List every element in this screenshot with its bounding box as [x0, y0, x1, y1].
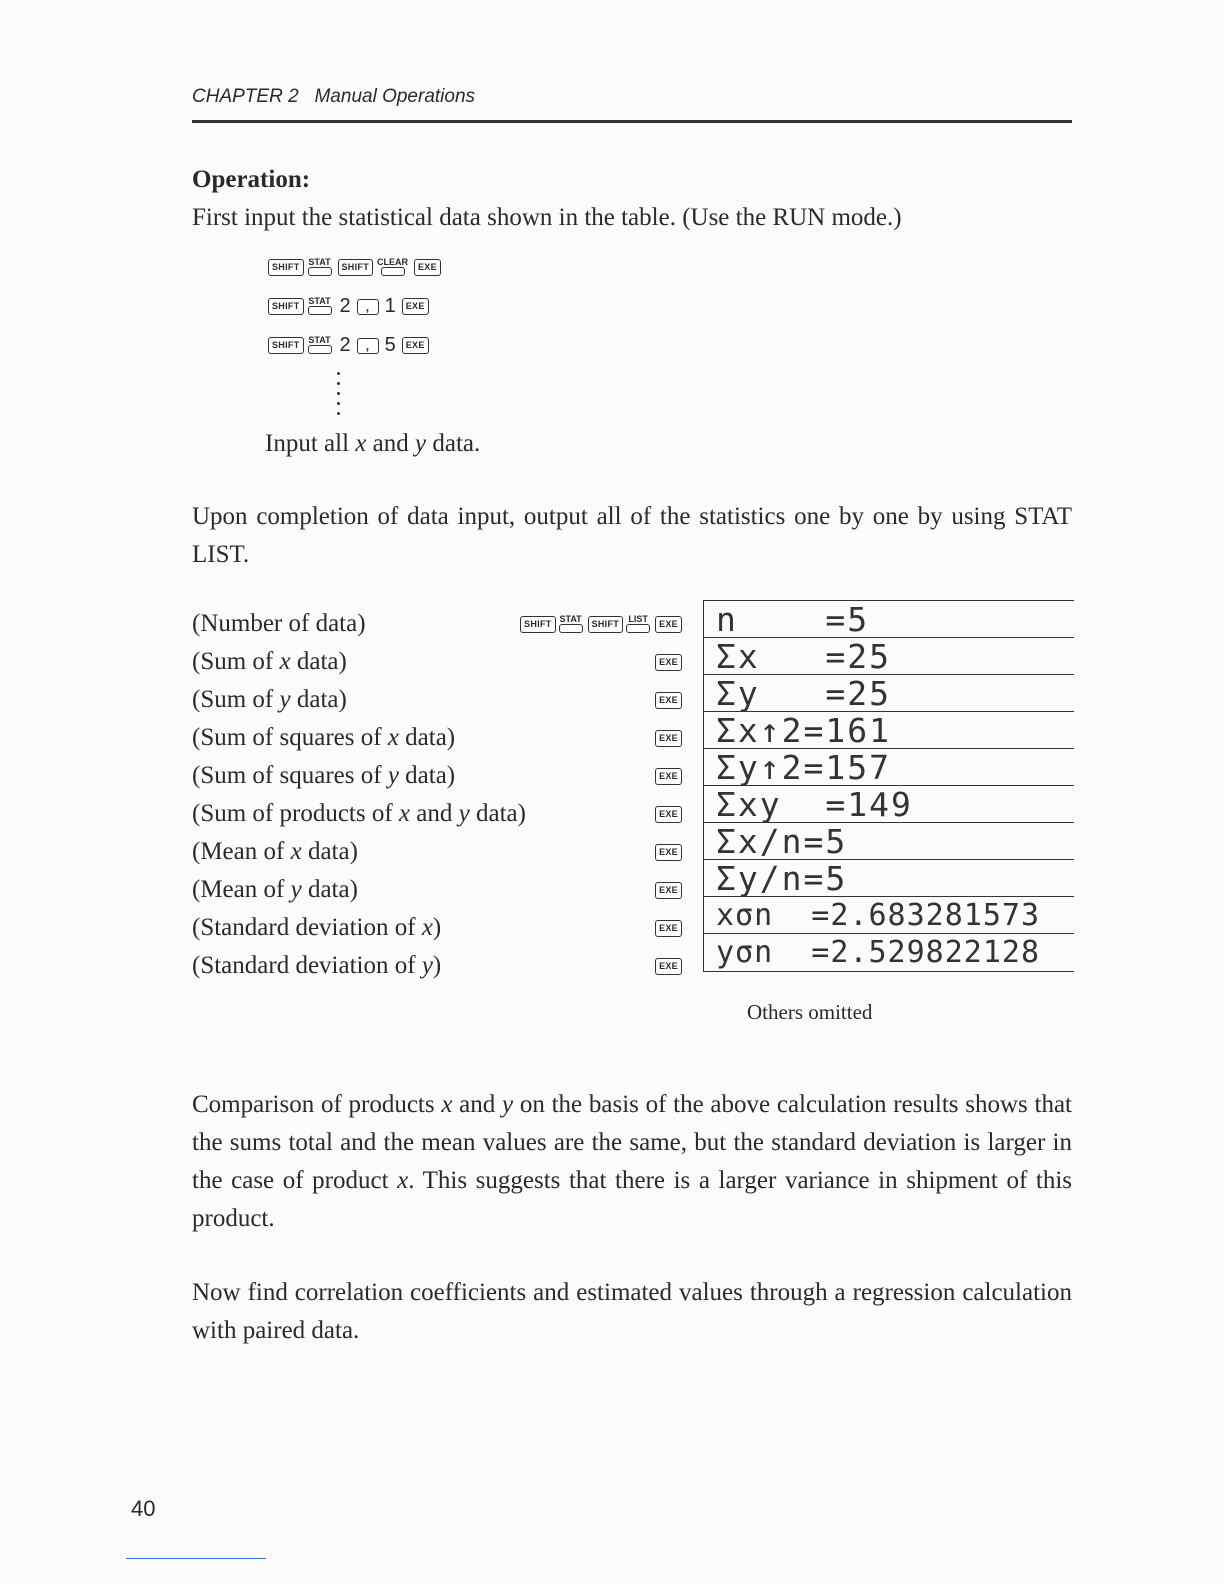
- comma-key: ,: [357, 338, 379, 354]
- exe-key: EXE: [655, 958, 682, 975]
- key-sequence-1: [268, 258, 441, 276]
- exe-key: EXE: [655, 692, 682, 709]
- stat-label: (Standard deviation of x): [192, 914, 442, 941]
- input-all-note: Input all x and y data.: [265, 430, 481, 457]
- stat-label: (Sum of products of x and y data): [192, 800, 526, 827]
- stat-key: STAT: [559, 615, 583, 633]
- exe-key: EXE: [655, 768, 682, 785]
- digit: 2: [339, 334, 351, 356]
- stat-label-column: [192, 605, 526, 985]
- exe-key: EXE: [414, 259, 441, 276]
- stat-label: (Mean of y data): [192, 876, 358, 903]
- stat-label: (Sum of squares of y data): [192, 762, 456, 789]
- display-line: Σy↑2=157: [704, 748, 1074, 785]
- digit: 2: [339, 295, 351, 317]
- display-line: xσn =2.683281573: [704, 896, 1074, 933]
- comparison-paragraph: Comparison of products x and y on the basis of the above calculation results shows that the sums total and the mean values are the same, but the standard deviation is larger in the case of product x. This suggests that there is a larger variance in shipment of this product.: [192, 1091, 1072, 1232]
- running-header: [192, 86, 475, 108]
- display-line: Σx↑2=161: [704, 711, 1074, 748]
- key-sequence-2: [268, 297, 429, 315]
- others-omitted-caption: Others omitted: [747, 1000, 873, 1024]
- page-number: 40: [131, 1496, 156, 1521]
- shift-key: SHIFT: [268, 337, 304, 354]
- display-line: n =5: [704, 600, 1074, 637]
- clear-key: CLEAR: [377, 258, 408, 276]
- calculator-display-list: [703, 600, 1074, 972]
- operation-intro: First input the statistical data shown in the table. (Use the RUN mode.): [192, 204, 902, 231]
- display-line: yσn =2.529822128: [704, 933, 1074, 972]
- exe-key: EXE: [402, 337, 429, 354]
- key-sequence-3: [268, 336, 429, 354]
- comma-key: ,: [357, 299, 379, 315]
- stat-key: STAT: [308, 297, 332, 315]
- stat-label: (Sum of x data): [192, 648, 347, 675]
- chapter-label: CHAPTER 2: [192, 86, 299, 107]
- exe-key: EXE: [655, 806, 682, 823]
- display-line: Σx/n=5: [704, 822, 1074, 859]
- stat-label: (Standard deviation of y): [192, 952, 442, 979]
- operation-heading: Operation:: [192, 166, 311, 193]
- display-line: Σy/n=5: [704, 859, 1074, 896]
- stat-label: (Sum of squares of x data): [192, 724, 456, 751]
- stat-key-column: [520, 605, 682, 985]
- display-line: Σx =25: [704, 637, 1074, 674]
- display-line: Σxy =149: [704, 785, 1074, 822]
- stat-label: (Sum of y data): [192, 686, 347, 713]
- exe-key: EXE: [655, 616, 682, 633]
- stat-list-intro: Upon completion of data input, output all of the statistics one by one by using STAT LIST.: [192, 503, 1072, 568]
- regression-paragraph: Now find correlation coefficients and estimated values through a regression calculation with paired data.: [192, 1279, 1072, 1344]
- shift-key: SHIFT: [268, 259, 304, 276]
- stat-label: (Number of data): [192, 610, 366, 637]
- exe-key: EXE: [402, 298, 429, 315]
- continuation-dots: [337, 372, 341, 422]
- digit: 5: [384, 334, 396, 356]
- stat-key: STAT: [308, 258, 332, 276]
- header-rule: [192, 120, 1072, 123]
- display-line: Σy =25: [704, 674, 1074, 711]
- stat-label: (Mean of x data): [192, 838, 358, 865]
- exe-key: EXE: [655, 654, 682, 671]
- chapter-title: Manual Operations: [314, 86, 476, 107]
- shift-key: SHIFT: [588, 616, 624, 633]
- shift-key: SHIFT: [338, 259, 374, 276]
- shift-key: SHIFT: [268, 298, 304, 315]
- exe-key: EXE: [655, 844, 682, 861]
- exe-key: EXE: [655, 882, 682, 899]
- exe-key: EXE: [655, 730, 682, 747]
- exe-key: EXE: [655, 920, 682, 937]
- shift-key: SHIFT: [520, 616, 556, 633]
- list-key: LIST: [626, 615, 650, 633]
- digit: 1: [384, 295, 396, 317]
- footer-rule: [126, 1558, 266, 1559]
- stat-key: STAT: [308, 336, 332, 354]
